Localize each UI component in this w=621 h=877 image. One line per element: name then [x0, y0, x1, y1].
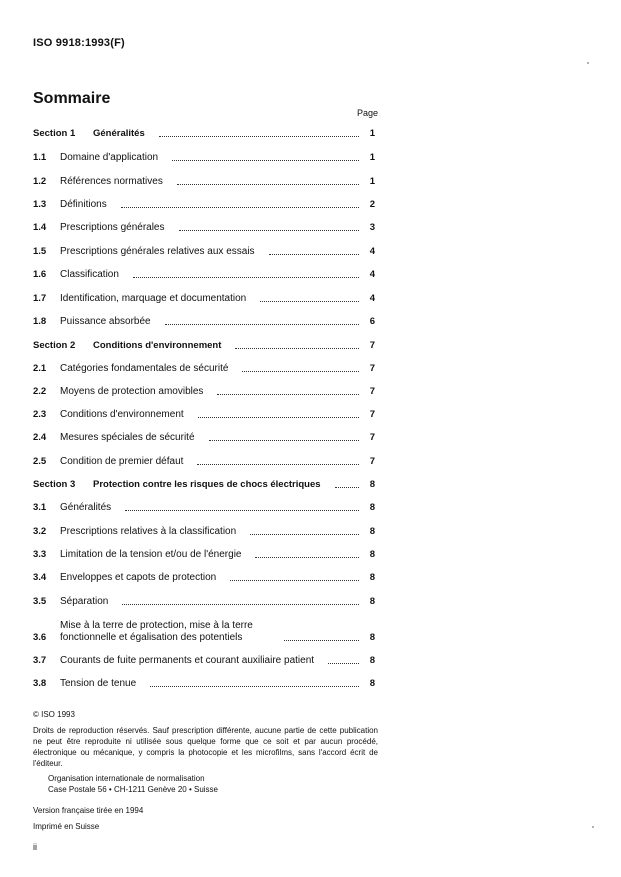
toc-entry-row[interactable] [33, 456, 375, 468]
toc-entry-label: Généralités [93, 128, 145, 139]
toc-entry-page: 4 [369, 293, 375, 304]
toc-leader-dots [269, 253, 359, 255]
toc-entry-page: 8 [369, 502, 375, 513]
toc-section-row[interactable] [33, 128, 375, 140]
toc-entry-row[interactable] [33, 363, 375, 375]
toc-entry-page: 1 [369, 152, 375, 163]
toc-entry-number: 2.4 [33, 432, 47, 443]
toc-leader-dots [209, 439, 359, 441]
toc-entry-number: 1.7 [33, 293, 47, 304]
toc-entry-page: 8 [369, 596, 375, 607]
toc-entry-number: 3.1 [33, 502, 47, 513]
toc-entry-row[interactable] [33, 199, 375, 211]
toc-entry-row[interactable] [33, 152, 375, 164]
toc-entry-number: Section 1 [33, 128, 76, 139]
toc-leader-dots [179, 229, 360, 231]
toc-entry-label: Conditions d'environnement [60, 409, 184, 420]
toc-entry-row[interactable] [33, 222, 375, 234]
toc-entry-label: Mise à la terre de protection, mise à la terre fonctionnelle et égalisation des potentiels [60, 620, 253, 643]
toc-entry-label: Mesures spéciales de sécurité [60, 432, 195, 443]
document-id: ISO 9918:1993(F) [33, 37, 125, 49]
toc-entry-number: 3.3 [33, 549, 47, 560]
toc-entry-number: 1.3 [33, 199, 47, 210]
toc-entry-row[interactable] [33, 549, 375, 561]
toc-entry-number: 3.4 [33, 572, 47, 583]
toc-entry-row[interactable] [33, 176, 375, 188]
toc-entry-page: 8 [369, 632, 375, 643]
toc-entry-label: Protection contre les risques de chocs électriques [93, 479, 321, 490]
toc-section-row[interactable] [33, 340, 375, 352]
toc-entry-page: 8 [369, 526, 375, 537]
toc-entry-number: 2.2 [33, 386, 47, 397]
toc-entry-number: 2.5 [33, 456, 47, 467]
toc-entry-row[interactable] [33, 572, 375, 584]
toc-entry-label: Limitation de la tension et/ou de l'énergie [60, 549, 242, 560]
copyright-notice: © ISO 1993 [33, 710, 75, 719]
toc-entry-number: 3.5 [33, 596, 47, 607]
toc-entry-number: 3.7 [33, 655, 47, 666]
toc-entry-row[interactable] [33, 620, 375, 644]
toc-entry-label: Prescriptions générales relatives aux essais [60, 246, 255, 257]
printed-note: Imprimé en Suisse [33, 822, 100, 831]
scan-speck [587, 62, 589, 64]
toc-entry-label: Tension de tenue [60, 678, 137, 689]
toc-leader-dots [250, 533, 359, 535]
toc-entry-row[interactable] [33, 293, 375, 305]
toc-entry-page: 7 [369, 456, 375, 467]
toc-leader-dots [122, 603, 359, 605]
toc-leader-dots [217, 393, 359, 395]
toc-entry-page: 2 [369, 199, 375, 210]
toc-entry-page: 7 [369, 386, 375, 397]
toc-entry-label: Condition de premier défaut [60, 456, 184, 467]
toc-leader-dots [197, 463, 359, 465]
toc-entry-label: Séparation [60, 596, 109, 607]
toc-leader-dots [284, 639, 359, 641]
toc-leader-dots [133, 276, 359, 278]
toc-leader-dots [235, 347, 359, 349]
toc-entry-number: Section 2 [33, 340, 76, 351]
toc-leader-dots [230, 579, 359, 581]
toc-leader-dots [255, 556, 359, 558]
toc-entry-page: 4 [369, 246, 375, 257]
toc-entry-row[interactable] [33, 316, 375, 328]
toc-leader-dots [335, 486, 359, 488]
toc-entry-label: Prescriptions générales [60, 222, 165, 233]
toc-entry-number: 3.8 [33, 678, 47, 689]
toc-entry-page: 3 [369, 222, 375, 233]
toc-leader-dots [177, 183, 359, 185]
toc-entry-label: Puissance absorbée [60, 316, 151, 327]
toc-entry-row[interactable] [33, 678, 375, 690]
toc-entry-label: Identification, marquage et documentation [60, 293, 247, 304]
page-number: ii [33, 842, 37, 852]
toc-entry-row[interactable] [33, 246, 375, 258]
toc-leader-dots [125, 509, 359, 511]
toc-entry-label: Catégories fondamentales de sécurité [60, 363, 229, 374]
toc-entry-page: 8 [369, 655, 375, 666]
toc-entry-number: 2.1 [33, 363, 47, 374]
toc-entry-row[interactable] [33, 655, 375, 667]
toc-entry-page: 6 [369, 316, 375, 327]
toc-entry-row[interactable] [33, 526, 375, 538]
toc-section-row[interactable] [33, 479, 375, 491]
toc-entry-number: 1.8 [33, 316, 47, 327]
version-note: Version française tirée en 1994 [33, 806, 144, 815]
toc-leader-dots [121, 206, 359, 208]
toc-entry-number: Section 3 [33, 479, 76, 490]
organization-address: Case Postale 56 • CH-1211 Genève 20 • Suisse [48, 785, 218, 794]
toc-leader-dots [198, 416, 359, 418]
toc-entry-page: 8 [369, 479, 375, 490]
toc-leader-dots [159, 135, 359, 137]
toc-entry-number: 1.4 [33, 222, 47, 233]
toc-entry-number: 3.2 [33, 526, 47, 537]
toc-entry-label: Courants de fuite permanents et courant auxiliaire patient [60, 655, 315, 666]
toc-entry-page: 8 [369, 678, 375, 689]
toc-entry-number: 1.6 [33, 269, 47, 280]
toc-entry-label: Références normatives [60, 176, 163, 187]
page-column-header: Page [357, 108, 379, 118]
toc-entry-row[interactable] [33, 386, 375, 398]
organization-name: Organisation internationale de normalisation [48, 774, 205, 783]
rights-statement: Droits de reproduction réservés. Sauf prescription différente, aucune partie de cette publication ne peut être reproduite ni utilisée sous quelque forme que ce soit et par aucun procédé, électronique ou mécanique, y compris la photocopie et les microfilms, sans l'accord écrit de l'éditeur. [33, 726, 378, 768]
toc-leader-dots [165, 323, 359, 325]
organization-block [48, 773, 218, 795]
toc-entry-page: 8 [369, 572, 375, 583]
toc-entry-label: Moyens de protection amovibles [60, 386, 204, 397]
toc-entry-row[interactable] [33, 596, 375, 608]
toc-entry-number: 1.1 [33, 152, 47, 163]
toc-entry-label: Définitions [60, 199, 107, 210]
toc-entry-row[interactable] [33, 269, 375, 281]
toc-entry-page: 1 [369, 128, 375, 139]
toc-leader-dots [242, 370, 359, 372]
toc-entry-label: Enveloppes et capots de protection [60, 572, 217, 583]
toc-entry-number: 1.5 [33, 246, 47, 257]
toc-entry-page: 1 [369, 176, 375, 187]
toc-entry-page: 7 [369, 363, 375, 374]
toc-entry-page: 4 [369, 269, 375, 280]
scan-speck [592, 826, 594, 828]
toc-leader-dots [150, 685, 359, 687]
toc-entry-page: 7 [369, 409, 375, 420]
toc-entry-number: 2.3 [33, 409, 47, 420]
page-title: Sommaire [33, 90, 111, 107]
toc-entry-label: Prescriptions relatives à la classification [60, 526, 237, 537]
toc-entry-page: 7 [369, 340, 375, 351]
toc-leader-dots [172, 159, 359, 161]
toc-entry-number: 3.6 [33, 632, 47, 643]
toc-entry-label: Domaine d'application [60, 152, 159, 163]
toc-entry-row[interactable] [33, 432, 375, 444]
toc-entry-row[interactable] [33, 502, 375, 514]
toc-entry-row[interactable] [33, 409, 375, 421]
toc-entry-page: 8 [369, 549, 375, 560]
toc-leader-dots [260, 300, 359, 302]
toc-entry-label: Conditions d'environnement [93, 340, 222, 351]
toc-entry-label: Généralités [60, 502, 112, 513]
toc-entry-number: 1.2 [33, 176, 47, 187]
toc-entry-page: 7 [369, 432, 375, 443]
toc-leader-dots [328, 662, 359, 664]
toc-entry-label: Classification [60, 269, 119, 280]
